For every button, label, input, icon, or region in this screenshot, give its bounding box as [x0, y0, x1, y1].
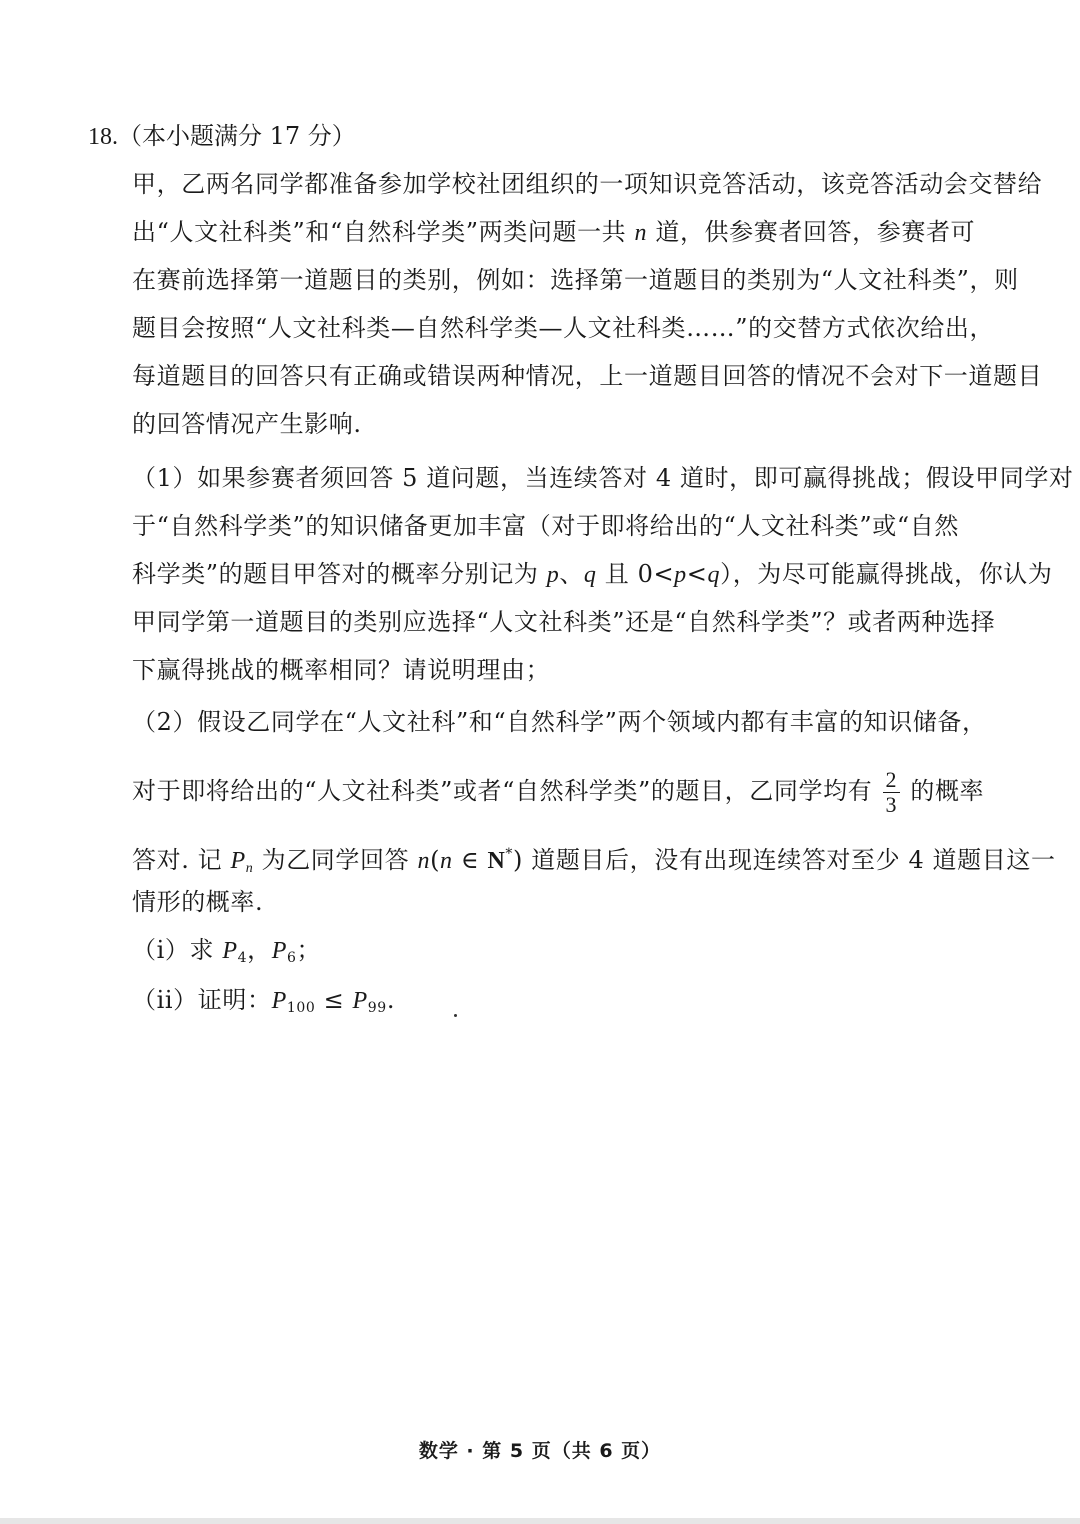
part2-line-2 — [132, 768, 984, 817]
intro-line-4: 题目会按照“人文社科类—自然科学类—人文社科类……”的交替方式依次给出， — [132, 314, 995, 342]
sub-99: 99 — [367, 1000, 387, 1016]
less-equal: ≤ — [315, 986, 353, 1014]
subpart-i-label: （i）求 — [132, 936, 223, 964]
var-n-2: n — [417, 848, 431, 874]
semicolon: ； — [296, 936, 322, 964]
var-P-sub-n: n — [245, 861, 254, 876]
var-q: q — [583, 562, 597, 588]
part2-line-4: 情形的概率. — [132, 888, 264, 916]
question-header — [88, 118, 356, 155]
stray-dot — [454, 1014, 457, 1017]
var-q-2: q — [707, 562, 721, 588]
var-P: P — [230, 848, 246, 874]
part1-line-2: 于“自然科学类”的知识储备更加丰富（对于即将给出的“人文社科类”或“自然 — [132, 512, 959, 540]
sub-6: 6 — [286, 950, 297, 966]
subpart-ii-label: （ii）证明： — [132, 986, 272, 1014]
part1-line-3-rest: ），为尽可能赢得挑战，你认为 — [720, 560, 1053, 588]
part2-line-2-text: 对于即将给出的“人文社科类”或者“自然科学类”的题目，乙同学均有 — [132, 777, 873, 805]
period: . — [386, 986, 396, 1014]
var-p-2: p — [674, 562, 687, 588]
fraction-two-thirds — [883, 768, 901, 817]
var-n-3: n — [440, 848, 453, 874]
paren-close: ) — [513, 846, 523, 874]
part1-line-3 — [132, 556, 1053, 593]
page-footer: 数学 · 第 5 页（共 6 页） — [418, 1440, 662, 1462]
part1-line-5: 下赢得挑战的概率相同？请说明理由； — [132, 656, 551, 684]
var-P100: P — [271, 988, 287, 1014]
part2-line-3-mid: 为乙同学回答 — [261, 846, 410, 874]
var-P99: P — [352, 988, 368, 1014]
intro-line-2-rest: 道，供参赛者回答，参赛者可 — [655, 218, 976, 246]
sub-100: 100 — [286, 1000, 316, 1016]
intro-line-2-text: 出“人文社科类”和“自然科学类”两类问题一共 — [132, 218, 627, 246]
subpart-i — [132, 932, 321, 976]
sub-4: 4 — [237, 950, 248, 966]
intro-line-1: 甲，乙两名同学都准备参加学校社团组织的一项知识竞答活动，该竞答活动会交替给 — [132, 170, 1043, 198]
inequality-start: 且 0< — [596, 560, 675, 588]
var-P6: P — [271, 938, 287, 964]
part2-line-3 — [132, 836, 1056, 887]
element-of: ∈ — [452, 846, 488, 874]
fraction-denominator: 3 — [885, 792, 898, 817]
intro-line-5: 每道题目的回答只有正确或错误两种情况，上一道题目回答的情况不会对下一道题目 — [132, 362, 1043, 390]
separator: 、 — [559, 560, 584, 588]
part2-line-3-rest: 道题目后，没有出现连续答对至少 4 道题目这一 — [531, 846, 1056, 874]
var-p: p — [546, 562, 560, 588]
comma: ， — [247, 936, 272, 964]
subpart-ii — [132, 982, 395, 1026]
part2-line-3-start: 答对. 记 — [132, 846, 223, 874]
less-than: < — [686, 560, 708, 588]
part1-line-3-text: 科学类”的题目甲答对的概率分别记为 — [132, 560, 539, 588]
var-n: n — [634, 220, 648, 246]
scan-edge — [0, 1518, 1080, 1524]
var-P4: P — [222, 938, 238, 964]
part1-line-1: （1）如果参赛者须回答 5 道问题，当连续答对 4 道时，即可赢得挑战；假设甲同学对 — [132, 464, 1074, 492]
star-sup: * — [505, 846, 514, 862]
question-number: 18. — [88, 124, 118, 150]
paren-open: ( — [430, 846, 441, 874]
naturals-N: N — [487, 848, 506, 874]
intro-line-3: 在赛前选择第一道题目的类别，例如：选择第一道题目的类别为“人文社科类”，则 — [132, 266, 1019, 294]
fraction-numerator: 2 — [883, 768, 901, 793]
part2-line-2-end: 的概率 — [910, 777, 985, 805]
intro-line-6: 的回答情况产生影响. — [132, 410, 362, 438]
part1-line-4: 甲同学第一道题目的类别应选择“人文社科类”还是“自然科学类”？或者两种选择 — [132, 608, 996, 636]
intro-line-2 — [132, 214, 975, 251]
part2-line-1: （2）假设乙同学在“人文社科”和“自然科学”两个领域内都有丰富的知识储备， — [132, 708, 987, 736]
question-score: （本小题满分 17 分） — [118, 122, 356, 150]
